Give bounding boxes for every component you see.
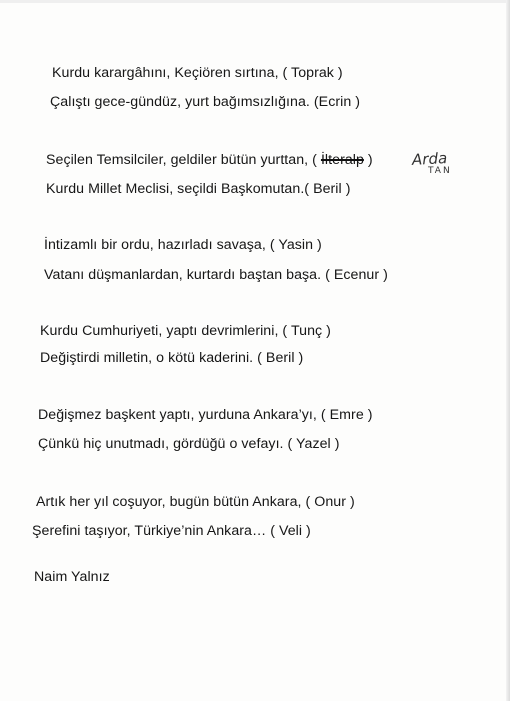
poem-line: İntizamlı bir ordu, hazırladı savaşa, ( Yasin )	[44, 237, 322, 253]
author-name: Naim Yalnız	[34, 569, 110, 585]
poem-line: Vatanı düşmanlardan, kurtardı baştan başa. ( Ecenur )	[44, 267, 388, 283]
poem-line: Kurdu karargâhını, Keçiören sırtına, ( Toprak )	[52, 65, 343, 81]
handwritten-last-name: TAN	[428, 166, 452, 176]
poem-line: Değiştirdi milletin, o kötü kaderini. ( Beril )	[40, 350, 304, 366]
handwritten-first-name: Arda	[411, 149, 448, 169]
struck-out-name: İlteralp	[320, 152, 364, 168]
poem-line: Çünkü hiç unutmadı, gördüğü o vefayı. ( Yazel )	[38, 436, 340, 452]
poem-line: Artık her yıl coşuyor, bugün bütün Ankara, ( Onur )	[36, 494, 355, 510]
poem-line-text: Seçilen Temsilciler, geldiler bütün yurttan, (	[46, 152, 321, 168]
scan-edge-right	[506, 0, 510, 701]
poem-line	[46, 151, 373, 169]
scan-edge-top	[0, 0, 510, 3]
poem-line: Değişmez başkent yaptı, yurduna Ankara’yı, ( Emre )	[38, 407, 373, 423]
poem-line-text: )	[363, 152, 373, 168]
poem-line: Kurdu Cumhuriyeti, yaptı devrimlerini, ( Tunç )	[40, 323, 331, 339]
poem-line: Kurdu Millet Meclisi, seçildi Başkomutan.( Beril )	[46, 181, 351, 197]
poem-line: Şerefini taşıyor, Türkiye’nin Ankara… ( Veli )	[32, 523, 311, 539]
poem-line: Çalıştı gece-gündüz, yurt bağımsızlığına. (Ecrin )	[50, 94, 361, 110]
